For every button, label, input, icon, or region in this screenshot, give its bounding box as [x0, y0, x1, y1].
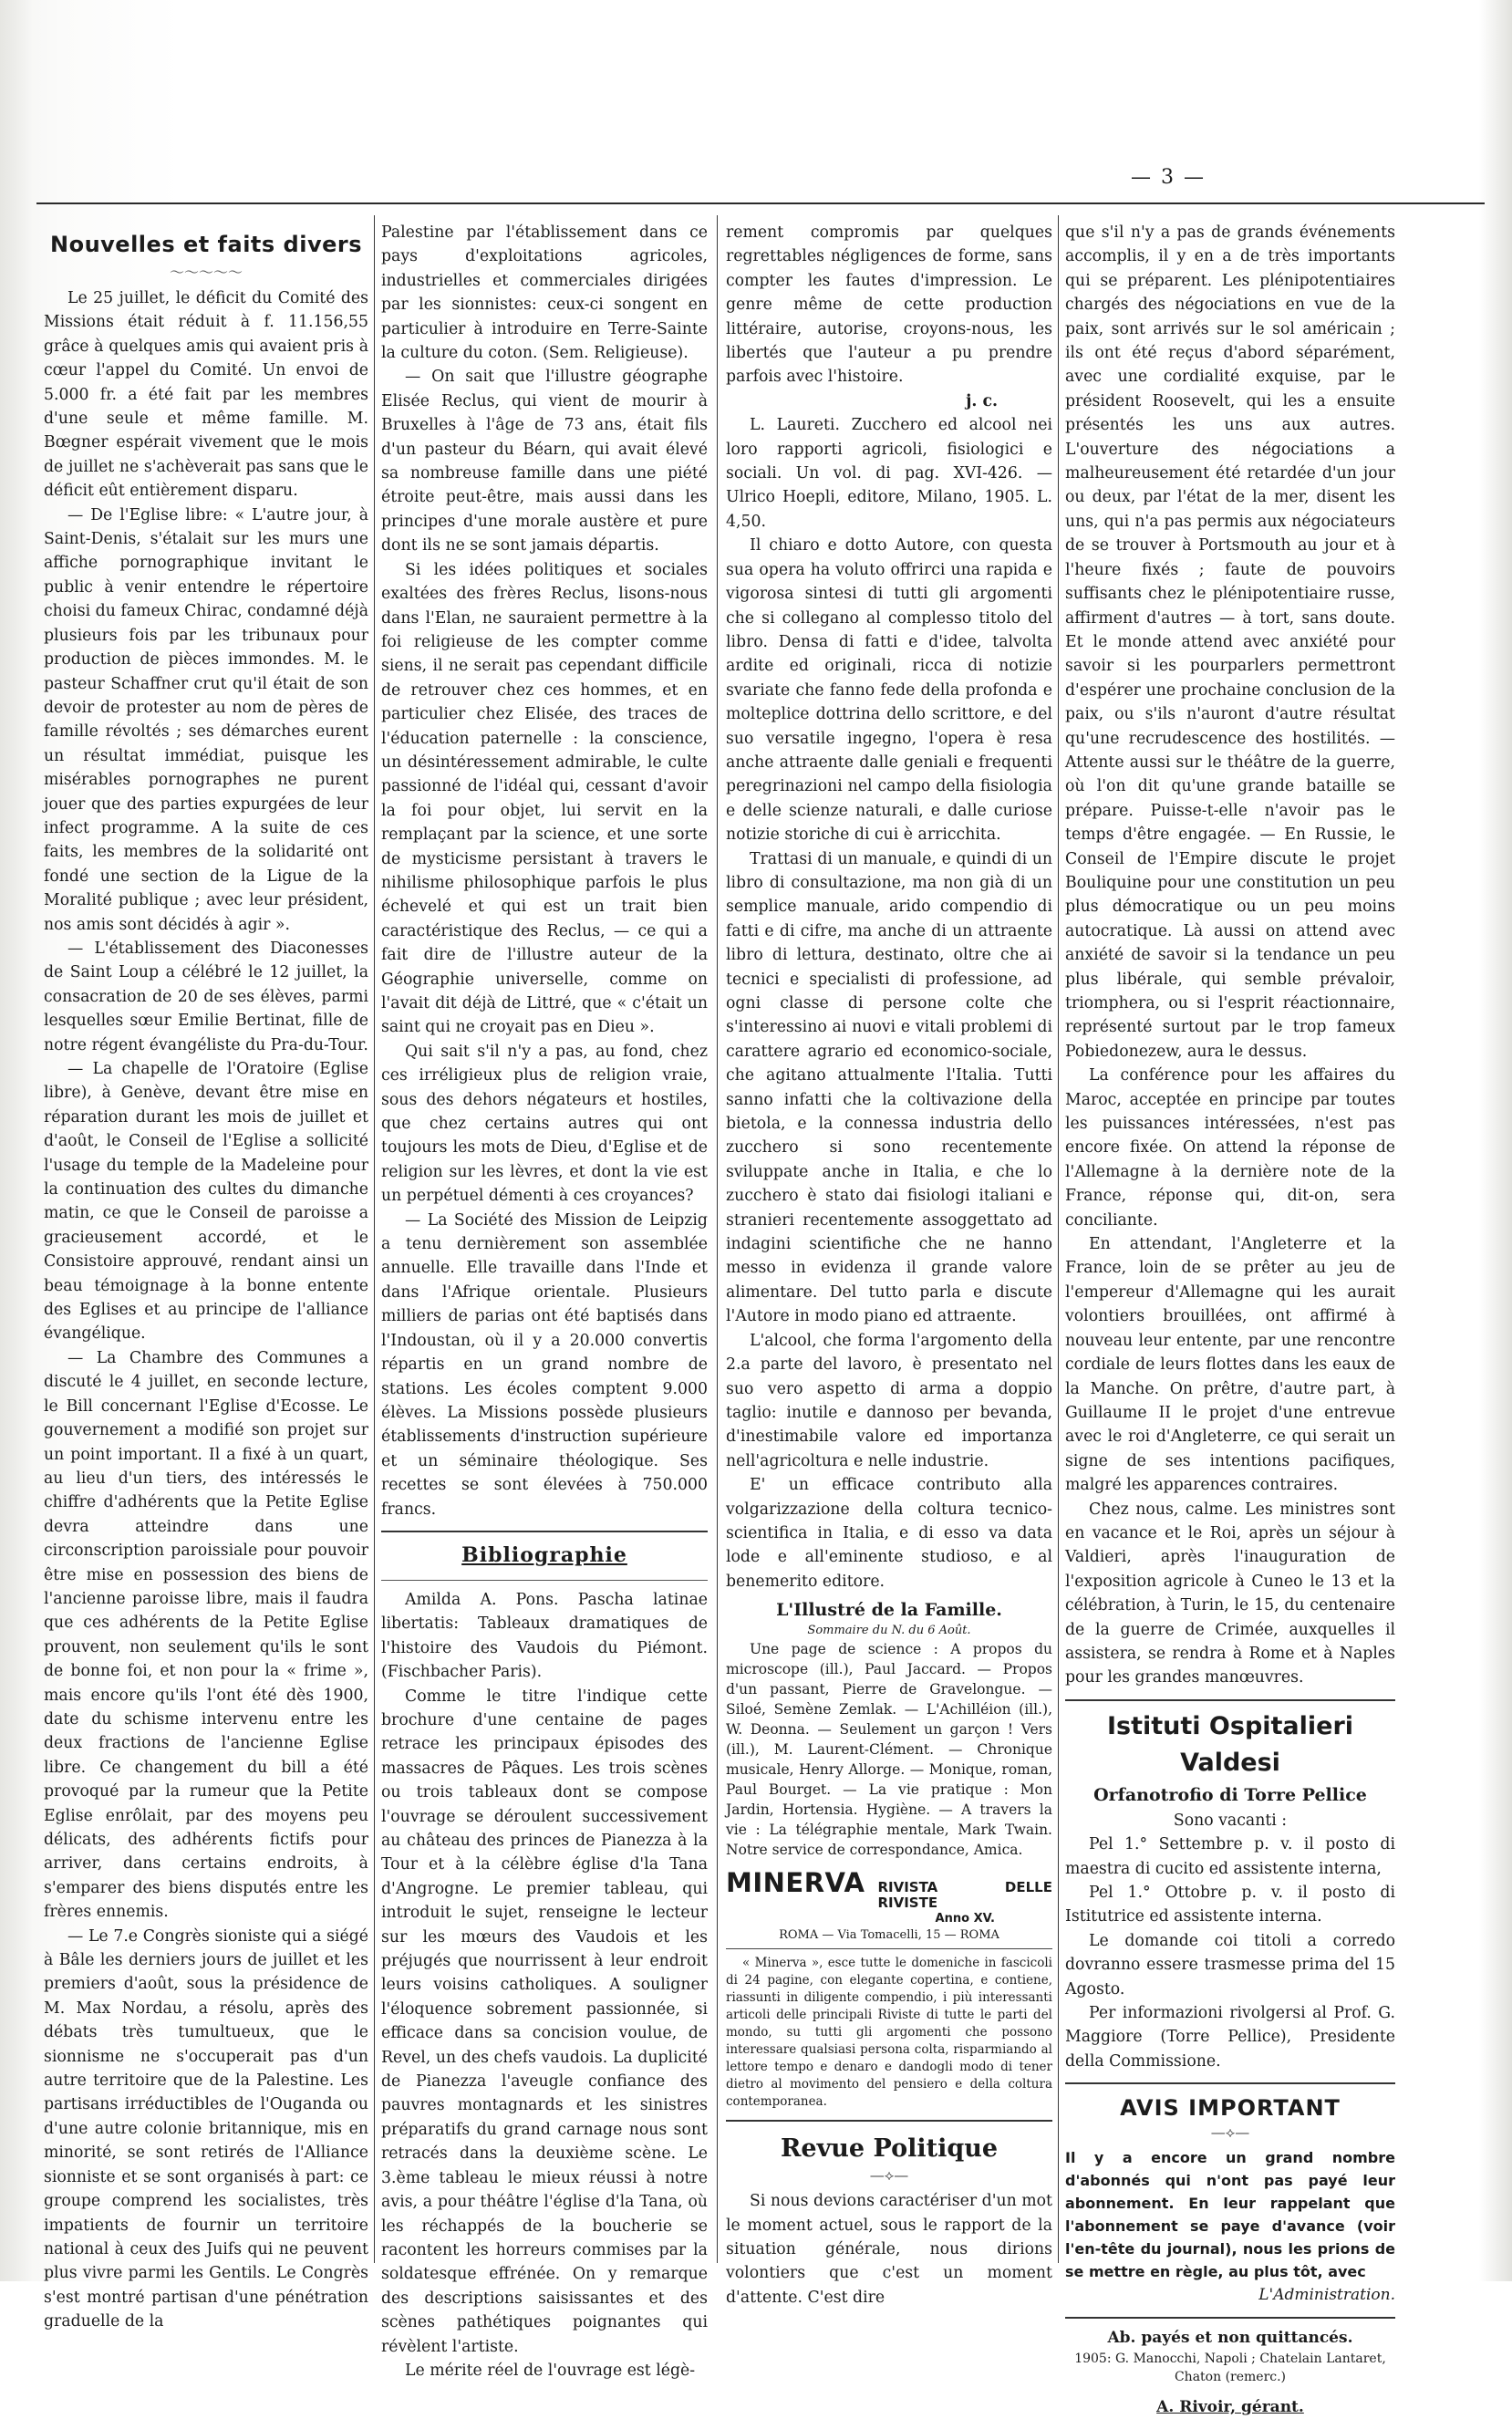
- scan-shadow-right: [1479, 0, 1512, 2281]
- gerant-name: A. Rivoir, gérant.: [1156, 2397, 1304, 2416]
- illustre-title: L'Illustré de la Famille.: [776, 1600, 1002, 1621]
- avis-body: Il y a encore un grand nombre d'abonnés qui n'ont pas payé leur abonnement. En leur rappelant que l'abonnement se paye d'avance (voir l'en-tête du journal), nous les prions de se mettre en règle, au plus tôt, avec: [1065, 2149, 1395, 2281]
- minerva-subtitle: [877, 1880, 1052, 1926]
- gerant-signature: [1065, 2395, 1395, 2419]
- minerva-ad-header: [726, 1867, 1052, 1926]
- header-rule: [36, 202, 1485, 204]
- title-ornament: —⟡—: [1210, 2123, 1250, 2142]
- vacancies-label: Sono vacanti :: [1173, 1811, 1288, 1830]
- review-paragraph: L. Laureti. Zucchero ed alcool nei loro rapporti agricoli, fisiologici e sociali. Un vol. di pag. XVI-426. — Ulrico Hoepli, editore, Milano, 1905. L. 4,50.: [726, 416, 1052, 531]
- review-paragraph: Comme le titre l'indique cette brochure d'une centaine de pages retrace les principaux épisodes des massacres de Pâques. Les trois scènes ou trois tableaux dont se compose l'ouvrage se déroulent successivement au château des princes de Pianezza à la Tour et à la célèbre église d'la Tana d'Angrogne. Le premier tableau, qui introduit le sujet, renseigne le lecteur sur les mœurs des Vaudois et les préjugés que nourrissent à leur endroit leurs voisins catholiques. A souligner l'éloquence sobrement passionnée, si efficace dans sa concision voulue, de Revel, un des chefs vaudois. La duplicité de Pianezza l'aveugle confiance des pauvres montagnards et les sinistres préparatifs du grand carnage nous sont retracés dans la deuxième scène. Le 3.ème tableau le mieux réussi à notre avis, a pour théâtre l'église d'la Tana, où les réchappés de la boucherie se racontent les horreurs commises par la soldatesque effrénée. On y remarque des descriptions saisissantes et des scènes pathétiques poignantes qui révèlent l'artiste.: [381, 1687, 708, 2356]
- minerva-riviste: RIVISTA DELLE RIVISTE: [877, 1879, 1052, 1912]
- minerva-anno: Anno XV.: [935, 1912, 995, 1926]
- review-paragraph: rement compromis par quelques regrettables négligences de forme, sans compter les fautes d'impression. Le genre même de cette production littéraire, autorise, croyons-nous, les libertés que l'auteur a pu prendre parfois avec l'histoire.: [726, 223, 1052, 387]
- article-paragraph: Si nous devions caractériser d'un mot le moment actuel, sous le rapport de la situation générale, nous dirions volontiers que c'est un moment d'attente. C'est dire: [726, 2192, 1052, 2307]
- notice-paragraph: Pel 1.° Settembre p. v. il posto di maestra di cucito ed assistente interna,: [1065, 1835, 1395, 1878]
- minerva-description: « Minerva », esce tutte le domeniche in fascicoli di 24 pagine, con elegante copertina, e contiene, riassunti in diligente compendio, i più interessanti articoli delle principali Riviste di tutte le parti del mondo, su tutti gli argomenti che possono interessare qualsiasi persona colta, risparmiando al lettore tempo e denaro e dandogli modo di tener dietro al movimento del pensiero e della coltura contemporanea.: [726, 1956, 1052, 2110]
- page-number: — 3 —: [1131, 166, 1206, 189]
- abonnements-title: Ab. payés et non quittancés.: [1107, 2328, 1353, 2347]
- article-paragraph: En attendant, l'Angleterre et la France, loin de se prêter au jeu de l'empereur d'Allemagne qui les aurait volontiers brouillées, ont affirmé à nouveau leur entente, par une rencontre cordiale de leurs flottes dans les eaux de la Manche. On prêtre, d'autre part, à Guillaume II le projet d'une entrevue avec le roi d'Angleterre, ce qui serait un signe de ses intentions pacifiques, malgré les apparences contraires.: [1065, 1235, 1395, 1495]
- title-ornament: —⟡—: [869, 2166, 909, 2185]
- review-paragraph: E' un efficace contributo alla volgarizzazione della coltura tecnico-scientifica in Italia, e di esso va data lode e all'eminente studioso, e al benemerito editore.: [726, 1476, 1052, 1591]
- istituti-title: Istituti Ospitalieri Valdesi: [1106, 1711, 1354, 1777]
- notice-paragraph: Pel 1.° Ottobre p. v. il posto di Istitutrice ed assistente interna.: [1065, 1884, 1395, 1926]
- notice-paragraph: Per informazioni rivolgersi al Prof. G. Maggiore (Torre Pellice), Presidente della Commissione.: [1065, 2004, 1395, 2071]
- column-divider: [1058, 215, 1059, 2263]
- abonnements-list: 1905: G. Manocchi, Napoli ; Chatelain Lantaret, Chaton (remerc.): [1074, 2351, 1386, 2384]
- notice-paragraph: Le domande coi titoli a corredo dovranno essere trasmesse prima del 15 Agosto.: [1065, 1931, 1395, 1999]
- article-paragraph: La conférence pour les affaires du Maroc, acceptée en principe par toutes les puissances intéressées, n'est pas encore fixée. On attend la réponse de l'Allemagne à la dernière note de la France, réponse qui, dit-on, sera conciliante.: [1065, 1066, 1395, 1230]
- scan-shadow-left: [0, 0, 33, 2281]
- column-3: [726, 221, 1052, 2307]
- orfanotrofio-title: Orfanotrofio di Torre Pellice: [1093, 1784, 1367, 1805]
- article-paragraph: — De l'Eglise libre: « L'autre jour, à Saint-Denis, s'étalait sur les murs une affiche pornographique invitant le public à venir entendre le répertoire choisi du fameux Chirac, condamné déjà plusieurs fois par les tribunaux pour production de pièces immondes. M. le pasteur Schaffner crut qu'il était de son devoir de protester au nom de pères de famille révoltés ; ses démarches eurent un résultat immédiat, puisque les misérables pornographes ne purent jouer que des parties expurgées de leur infect programme. A la suite de ces faits, les membres de la solidarité ont fondé une section de la Ligue de la Moralité publique ; avec leur président, nos amis sont décidés à agir ».: [44, 505, 368, 934]
- article-paragraph: — Le 7.e Congrès sioniste qui a siégé à Bâle les derniers jours de juillet et les premiers d'août, sous la présidence de M. Max Nordau, a résolu, après des débats très tumultueux, que le sionnisme ne s'occuperait pas d'un autre territoire que de la Palestine. Les partisans irréductibles de l'Ouganda ou d'une autre colonie britannique, mis en minorité, se sont retirés de l'Alliance sionniste et se sont organisés à part: ce groupe comprend les socialistes, très impatients de fournir un territoire national à ceux des Juifs qui ne peuvent plus vivre parmi les Gentils. Le Congrès s'est montré partisan d'une pénétration graduelle de la: [44, 1926, 368, 2331]
- review-paragraph: Il chiaro e dotto Autore, con questa sua opera ha voluto offrirci una rapida e vigorosa sintesi di tutti gli argomenti che si collegano al complesso titolo del libro. Densa di fatti e d'idee, talvolta ardite ed originali, ricca di notizie svariate che fanno fede della profonda e molteplice dottrina dello scrittore, e del suo versatile ingegno, l'opera è resa anche attraente dalle geniali e frequenti peregrinazioni nel campo della fisiologia e delle scienze naturali, e dalle curiose notizie storiche di cui è arricchita.: [726, 536, 1052, 845]
- section-rule: [1065, 2082, 1395, 2084]
- minerva-name: MINERVA: [726, 1867, 865, 1899]
- article-paragraph: — La Chambre des Communes a discuté le 4 juillet, en seconde lecture, le Bill concernant l'Eglise d'Ecosse. Le gouvernement a modifié son projet sur un point important. Il a fixé à un quart, au lieu d'un tiers, des intéressés le chiffre d'adhérents que la Petite Eglise devra atteindre dans une circonscription paroissiale pour pouvoir être mise en possession des biens de l'ancienne paroisse libre, mais il faudra que ces adhérents de la Petite Eglise prouvent, non seulement qu'ils le sont de bonne foi, et non pour la « frime », mais encore qu'ils l'ont été dès 1900, date du schisme intervenu entre les deux fractions de l'ancienne Eglise libre. Ce changement du bill a été provoqué par la rumeur que la Petite Eglise enrôlait, par des moyens peu délicats, des adhérents fictifs pour arriver, dans certains endroits, à s'emparer des biens disputés entre les frères ennemis.: [44, 1348, 368, 1922]
- illustre-summary: Une page de science : A propos du microscope (ill.), Paul Jaccard. — Propos d'un passant, Pierre de Gravelongue. — Siloé, Semène Zemlak. — L'Achilléion (ill.), W. Deonna. — Seulement un garçon ! Vers (ill.), M. Laurent-Clément. — Chronique musicale, Henry Allorge. — Monique, roman, Paul Bourget. — La vie pratique : Mon Jardin, Hortensia. Hygiène. — A travers la vie : La télégraphie mentale, Mark Twain. Notre service de correspondance, Amica.: [726, 1641, 1052, 1859]
- avis-signature: L'Administration.: [1258, 2286, 1395, 2305]
- section-title-bibliographie: Bibliographie: [461, 1542, 627, 1567]
- section-rule: [1065, 2317, 1395, 2319]
- column-divider: [374, 215, 375, 2263]
- article-paragraph: Si les idées politiques et sociales exaltées des frères Reclus, lisons-nous dans l'Elan, ne sauraient permettre à la foi religieuse de les compter comme siens, il ne serait pas cependant difficile de retrouver chez ces hommes, et en particulier chez Elisée, des traces de l'éducation paternelle : la conscience, un désintéressement admirable, le culte passionné de l'idéal qui, cessant d'avoir la foi pour objet, lui servit en la remplaçant par la science, et une sorte de mysticisme persistant à travers le nihilisme philosophique parfois le plus échevelé et qui est un trait bien caractéristique des Reclus, — ce qui a fait dire de l'illustre auteur de la Géographie universelle, comme on l'avait dit déjà de Littré, que « c'était un saint qui ne croyait pas en Dieu ».: [381, 560, 708, 1037]
- section-title-nouvelles: Nouvelles et faits divers: [50, 232, 362, 257]
- section-rule: [381, 1531, 708, 1532]
- illustre-subtitle: Sommaire du N. du 6 Août.: [807, 1624, 971, 1638]
- article-paragraph: Le 25 juillet, le déficit du Comité des Missions était réduit à f. 11.156,55 grâce à quelques amis qui avaient pris à cœur l'appel du Comité. Un envoi de 5.000 fr. a été fait par les membres d'une seule et même famille. M. Bœgner espérait vivement que le mois de juillet ne s'achèverait pas sans que le déficit eût entièrement disparu.: [44, 289, 368, 501]
- review-signature: j. c.: [966, 391, 998, 410]
- section-rule: [381, 1580, 708, 1581]
- section-title-revue-politique: Revue Politique: [780, 2134, 999, 2164]
- review-paragraph: Le mérite réel de l'ouvrage est légè-: [405, 2361, 696, 2380]
- avis-title: AVIS IMPORTANT: [1120, 2095, 1341, 2122]
- article-paragraph: — La chapelle de l'Oratoire (Eglise libre), à Genève, devant être mise en réparation durant les mois de juillet et d'août, le Conseil de l'Eglise a sollicité l'usage du temple de la Madeleine pour la continuation des cultes du dimanche matin, ce que le Conseil de paroisse a gracieusement accordé, et le Consistoire approuvé, rendant ainsi un beau témoignage à la bonne entente des Eglises et au principe de l'alliance évangélique.: [44, 1060, 368, 1344]
- column-4: [1065, 221, 1395, 2416]
- article-paragraph: — La Société des Mission de Leipzig a tenu dernièrement son assemblée annuelle. Elle travaille dans l'Inde et dans l'Afrique orientale. Plusieurs milliers de parias ont été baptisés dans l'Indoustan, où il y a 20.000 convertis répartis en un grand nombre de stations. Les écoles comptent 9.000 élèves. La Missions possède plusieurs établissements d'instruction supérieure et un séminaire théologique. Ses recettes se sont élevées à 750.000 francs.: [381, 1210, 708, 1519]
- review-paragraph: Amilda A. Pons. Pascha latinae libertatis: Tableaux dramatiques de l'histoire des Vaudois du Piémont. (Fischbacher Paris).: [381, 1590, 708, 1682]
- minerva-address: ROMA — Via Tomacelli, 15 — ROMA: [726, 1926, 1052, 1949]
- column-2: [381, 221, 708, 2380]
- title-ornament: 〜〜〜〜〜: [169, 264, 243, 281]
- column-1: [44, 221, 368, 2331]
- column-divider: [717, 215, 718, 2263]
- section-rule: [726, 2120, 1052, 2122]
- article-paragraph: Qui sait s'il n'y a pas, au fond, chez ces irréligieux plus de religion vraie, sous des dehors négateurs et hostiles, que chez certains autres qui ont toujours les mots de Dieu, d'Eglise et de religion sur les lèvres, et dont la vie est un perpétuel démenti à ces croyances?: [381, 1042, 708, 1206]
- review-paragraph: Trattasi di un manuale, e quindi di un libro di consultazione, ma non già di un semplice manuale, arido compendio di fatti e di cifre, ma anche di un attraente libro di lettura, destinato, oltre che ai tecnici e specialisti di professione, ad ogni classe di persone colte che s'interessino ai nuovi e vitali problemi di carattere agrario ed economico-sociale, che agitano attualmente l'Italia. Tutti sanno infatti che la coltivazione della bietola, e la connessa industria dello zucchero si sono recentemente sviluppate anche in Italia, e che lo zucchero è stato dai fisiologi italiani e stranieri recentemente assoggettato ad indagini scientifiche che ne hanno messo in evidenza il grande valore alimentare. Del tutto parla e discute l'Autore in modo piano ed attraente.: [726, 849, 1052, 1326]
- article-paragraph: que s'il n'y a pas de grands événements accomplis, il y en a de très importants qui se préparent. Les plénipotentiaires chargés des négociations en vue de la paix, sont arrivés sur le sol américain ; ils ont été reçus d'abord séparément, avec une cordialité exquise, par le président Roosevelt, qui les a ensuite présentés les uns aux autres. L'ouverture des négociations a malheureusement été retardée d'un jour ou deux, par l'état de la mer, disent les uns, qui n'a pas permis aux négociateurs de se trouver à Portsmouth au jour et à l'heure fixés ; faute de pouvoirs suffisants chez le plénipotentiaire russe, affirment d'autres — à tort, sans doute. Et le monde attend avec anxiété pour savoir si les pourparlers permettront d'espérer une prochaine conclusion de la paix, ou s'ils n'auront d'autre résultat qu'une recrudescence des hostilités. — Attente aussi sur le théâtre de la guerre, où l'on dit qu'une grande bataille se prépare. Puisse-t-elle n'avoir pas le temps d'être engagée. — En Russie, le Conseil de l'Empire discute le projet Bouliquine pour une constitution un peu plus démocratique ou un peu moins autocratique. Là aussi on attend avec anxiété de savoir si la tendance un peu plus libérale, qui semble prévaloir, triomphera, ou si l'esprit réactionnaire, représenté surtout par le trop fameux Pobiedonezew, aura le dessus.: [1065, 223, 1395, 1061]
- review-paragraph: L'alcool, che forma l'argomento della 2.a parte del lavoro, è presentato nel suo vero aspetto di arma a doppio taglio: inutile e dannoso per bevanda, d'inestimabile valore ed importanza nell'agricoltura e nelle industrie.: [726, 1331, 1052, 1470]
- section-rule: [1065, 1699, 1395, 1701]
- article-paragraph: Chez nous, calme. Les ministres sont en vacance et le Roi, après un séjour à Valdieri, après l'inauguration de l'exposition agricole à Cuneo le 13 et la célébration, à Turin, le 15, du centenaire de la guerre de Crimée, auxquelles il assistera, se rendra à Rome et à Naples pour les grandes manœuvres.: [1065, 1500, 1395, 1687]
- article-paragraph: — L'établissement des Diaconesses de Saint Loup a célébré le 12 juillet, la consacration de 20 de ses élèves, parmi lesquelles sœur Emilie Bertinat, fille de notre régent évangéliste du Pra-du-Tour.: [44, 939, 368, 1054]
- article-paragraph: Palestine par l'établissement dans ce pays d'exploitations agricoles, industrielles et commerciales dirigées par les sionnistes: ceux-ci songent en particulier à introduire en Terre-Sainte la culture du coton. (Sem. Religieuse).: [381, 223, 708, 363]
- article-paragraph: — On sait que l'illustre géographe Elisée Reclus, qui vient de mourir à Bruxelles à l'âge de 73 ans, était fils d'un pasteur du Béarn, qui avait élevé sa nombreuse famille dans une piété étroite peut-être, mais aussi dans les principes d'une morale austère et pure dont ils ne se sont jamais départis.: [381, 368, 708, 555]
